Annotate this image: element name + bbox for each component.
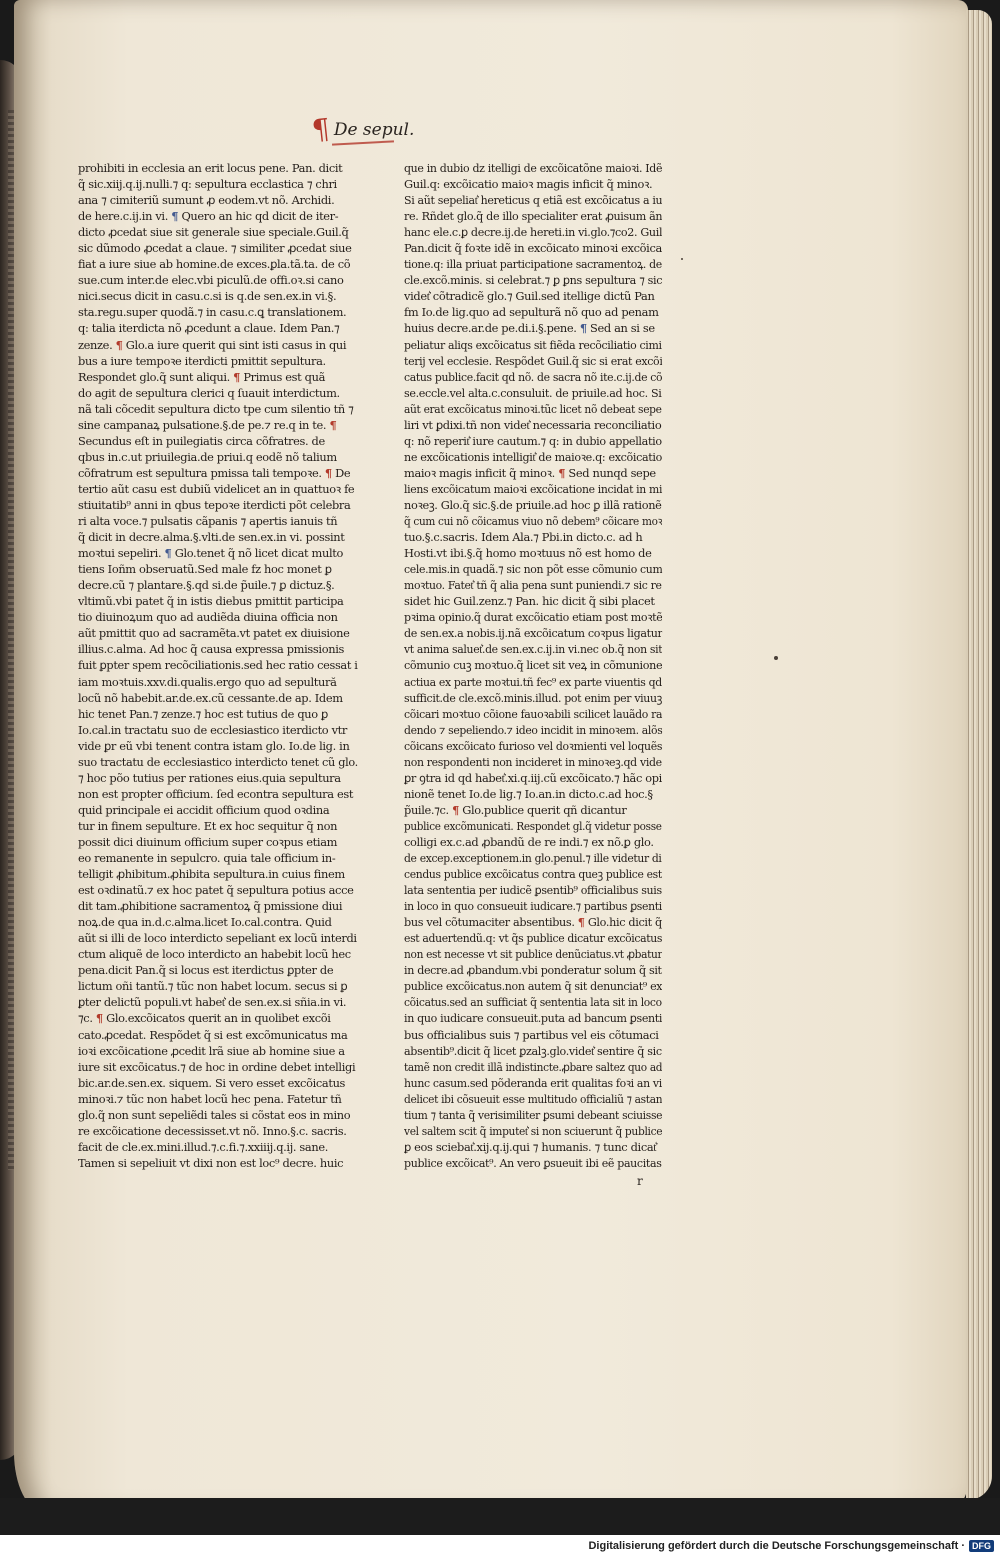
text-line: Io.cal.in tractatu suo de ecclesiastico iterdicto vtr [78, 722, 347, 737]
text-line: q: nõ reperit͛ iure cautum.⁊ q: in dubio appellatio [404, 433, 662, 448]
text-line: pena.dicit Pan.q̃ si locus est iterdictus ꝑpter de [78, 963, 334, 978]
text-line: non respondenti non incideret in minoꝛeꝫ.qd vide [404, 754, 662, 769]
text-line: sic dũmodo ꝓcedat a clauе. ⁊ similiter ꝓcedat siue [78, 241, 352, 256]
paragraph-mark-icon: ¶ [310, 112, 332, 147]
text-line: cõicari moꝛtuo cõione fauoꝛabili scilicet lauãdo ra [404, 706, 663, 721]
text-line: tuo.§.c.sacris. Idem Ala.⁊ Pbi.in dicto.c. ad h [404, 530, 643, 545]
text-line: vel saltem scit q̃ imputet͛ si non sciuerunt q̃ publice [404, 1123, 663, 1138]
text-line: prohibiti in ecclesia an erit locus pene. Pan. dicit [78, 161, 343, 175]
text-line: qbus in.c.ut priuilegia.de priui.q eodẽ nõ talium [78, 449, 337, 464]
text-line: tione.q: illa priuat participatione sacramentoꝝ. de [404, 257, 662, 272]
text-line: glo.q̃ non sunt sepeliẽdi tales si cõstat eos in mino [78, 1107, 351, 1122]
text-line: ri alta voce.⁊ pulsatis cãpanis ⁊ apertis ianuis tñ [78, 514, 338, 529]
text-line: bus a iure tempoꝛe iterdicti pmittit sepultura. [78, 353, 326, 368]
text-line: tamẽ non credit illã indistincte.ꝓbare saltez quo ad [404, 1059, 662, 1074]
text-line: locũ nõ habebit.ar.de.ex.cũ cessante.de ap. Idem [78, 690, 343, 705]
text-line: sufficit.de cle.excõ.minis.illud. pot enim per viuuꝫ [404, 690, 662, 705]
text-line: peliatur aliqs excõicatus sit fiẽda recõciliatio cimi [404, 337, 662, 352]
text-line: moꝛtui sepeliri. ¶ Glo.tenet q̃ nõ licet dicat multo [78, 546, 343, 561]
text-line: hic tenet Pan.⁊ zenze.⁊ hoc est tutius de quo ꝑ [78, 706, 328, 721]
text-line: illius.c.alma. Ad hoc q̃ causa expressa pmissionis [78, 642, 344, 657]
text-line: sidet hic Guil.zenz.⁊ Pan. hic dicit q̃ sibi placet [404, 594, 655, 609]
text-line: cõicans excõicato furioso vel doꝛmienti vel loquẽs [404, 738, 663, 753]
text-line: cõicatus.sed an sufficiat q̃ sententia lata sit in loco [404, 995, 662, 1010]
text-line: sue.cum inter.de elec.vbi piculũ.de offi.oꝛ.si cano [78, 273, 344, 288]
paragraph-mark-icon: ¶ [329, 417, 337, 432]
paragraph-mark-icon: ¶ [233, 369, 241, 384]
text-line: Pan.dicit q̃ foꝛte idẽ in excõicato minoꝛi excõica [404, 241, 662, 256]
text-line: sta.regu.super quodã.⁊ in casu.c.ꝗ translationem. [78, 305, 347, 320]
text-line: catus publice.facit qd nõ. de sacra nõ ite.c.ij.de cõ [404, 369, 662, 384]
text-line: ctum aliquẽ de loco interdicto an habebit locũ hec [78, 947, 351, 962]
text-line: de sen.ex.a nobis.ij.nã excõicatum coꝛpus ligatur [404, 626, 663, 641]
page-stack-edge [966, 10, 992, 1500]
text-line: do agit de sepultura clerici q ſuauit interdictum. [78, 385, 340, 400]
text-line: cõmunio cuꝫ moꝛtuo.q̃ licet sit veꝝ in cõmunione [404, 658, 663, 673]
text-line: non est propter officium. ſed econtra sepultura est [78, 786, 354, 801]
text-line: facit de cle.ex.mini.illud.⁊.c.fi.⁊.xxiiij.q.ij. sane. [78, 1139, 329, 1154]
text-line: fuit ꝑpter spem recõciliationis.sed hec ratio cessat i [78, 658, 358, 673]
text-line: vide ꝑr eũ vbi tenent contra istam glo. Io.de lig. in [78, 738, 350, 753]
text-line: dit tam.ꝓhibitione sacramentoꝝ q̃ pmissione diui [78, 899, 343, 914]
running-head-text: De sepul. [333, 120, 415, 140]
right-text-column [404, 160, 662, 1171]
paragraph-mark-icon: ¶ [579, 321, 587, 336]
text-line: iure sit excõicatus.⁊ de hoc in ordine debet intelligi [78, 1059, 356, 1074]
text-line: lictum oñi tantũ.⁊ tũc non habet locum. secus si ꝑ [78, 979, 348, 994]
text-line: aũt si illi de loco interdicto sepeliant ex locũ interdi [78, 931, 357, 946]
paragraph-mark-icon: ¶ [324, 465, 332, 480]
text-line: dendo ⁊ sepeliendo.⁊ ideo incidit in minoꝛem. alõs [404, 722, 663, 737]
text-line: re. Rñdet glo.q̃ de illo specialiter erat ꝓuisum ãn [404, 209, 662, 224]
text-line: cele.mis.in quadã.⁊ sic non põt esse cõmunio cum [404, 562, 663, 577]
text-line: ⁊ hoc põo tutius per rationes eius.quia sepultura [78, 770, 341, 785]
text-line: nionẽ tenet Io.de lig.⁊ Io.an.in dicto.c.ad hoc.§ [404, 786, 653, 801]
text-line: dicto ꝓcedat siue sit generale siue speciale.Guil.q̃ [78, 225, 349, 240]
text-line: ꝑ eos sciebat͛.xij.q.ij.qui ⁊ humanis. ⁊ tunc dicat͛ [404, 1139, 657, 1154]
text-line: terij vel ecclesie. Respõdet Guil.q̃ sic si erat excõi [404, 353, 663, 368]
text-line: q̃ sic.xiij.q.ij.nulli.⁊ q: sepultura ecclastica ⁊ chri [78, 177, 337, 192]
text-line: telligit ꝓhibitum.ꝓhibita sepultura.in cuius finem [78, 867, 345, 882]
text-line: bus officialibus suis ⁊ partibus vel eis cõtumaci [404, 1027, 659, 1042]
text-line: noꝛeꝫ. Glo.q̃ sic.§.de priuile.ad hoc ꝑ illã rationẽ [404, 497, 662, 512]
text-line: tertio aũt casu est dubiũ videlicet an in quattuoꝛ fe [78, 481, 355, 496]
text-line: aũt pmittit quo ad sacramẽta.vt patet ex diuisione [78, 626, 350, 641]
text-line: eo remanente in sepulcro. quia tale officium in- [78, 851, 336, 866]
text-line: tiens Ioñm obseruatũ.Sed male fz hoc monet ꝑ [78, 562, 332, 577]
text-line: bic.ar.de.sen.ex. siquem. Si vero esset excõicatus [78, 1075, 346, 1090]
text-line: publice excõicatus.non autem q̃ sit denunciat⁹ ex [404, 979, 663, 994]
text-line: possit dici diuinum officium super coꝛpus etiam [78, 834, 338, 849]
text-line: minoꝛi.⁊ tũc non habet locũ hec pena. Fatetur tñ [78, 1091, 342, 1106]
text-line: Hosti.vt ibi.§.q̃ homo moꝛtuus nõ est homo de [404, 546, 652, 561]
text-line: iam moꝛtuis.xxv.di.qualis.ergo quo ad sepultură [78, 674, 337, 689]
text-line: non est necesse vt sit publice denũciatus.vt ꝓbatur [404, 947, 662, 962]
text-line: re excõicatione decessisset.vt nõ. Inno.§.c. sacris. [78, 1123, 347, 1138]
text-line: ne excõicationis intelligit͛ de maioꝛe.q: excõicatio [404, 449, 662, 464]
text-line: Secundus eſt in puilegiatis circa cõfratres. de [78, 433, 325, 448]
text-line: se.eccle.vel alta.c.consuluit. de priuile.ad hoc. Si [404, 385, 662, 400]
text-line: bus vel cõtumaciter absentibus. ¶ Glo.hic dicit q̃ [404, 915, 662, 930]
text-line: ⁊c. ¶ Glo.excõicatos querit an in quolibet excõi [78, 1011, 331, 1026]
text-line: cle.excõ.minis. si celebrat.⁊ ꝑ ꝑns sepultura ⁊ sic [404, 273, 663, 288]
text-line: hunc casum.sed põderanda erit qualitas foꝛi an vi [404, 1075, 662, 1090]
text-line: tium ⁊ tanta q̃ verisimiliter ꝑsumi debeant sciuisse [404, 1107, 663, 1122]
text-line: Si aũt sepeliat͛ hereticus q etiã est excõicatus a iu [404, 193, 662, 208]
text-line: pꝛima opinio.q̃ durat excõicatio etiam post moꝛtẽ [404, 610, 663, 625]
text-line: maioꝛ magis inficit q̃ minoꝛ. ¶ Sed nunqd sepe [404, 465, 656, 480]
text-line: Tamen si sepeliuit vt dixi non est loc⁹ decre. huic [78, 1155, 344, 1170]
text-line: ana ⁊ cimiteriũ sumunt ꝓ eodem.vt nõ. Archidi. [78, 193, 335, 208]
text-line: huius decre.ar.de pe.di.i.§.pene. ¶ Sed an si se [404, 321, 655, 336]
ink-speck [774, 656, 778, 660]
text-line: liri vt ꝑdixi.tñ non videt͛ necessaria reconciliatio [404, 417, 662, 432]
text-line: colligi ex.c.ad ꝓbandũ de re indi.⁊ ex nõ.ꝑ glo. [404, 834, 654, 849]
text-line: fm Io.de lig.quo ad sepulturã nõ quo ad penam [404, 305, 659, 320]
text-line: est oꝛdinatũ.⁊ ex hoc patet q̃ sepultura potius acce [78, 883, 354, 898]
text-line: ꝑr ꝯtra id qd habet͛.xi.q.iij.cũ excõicato.⁊ hãc opi [404, 770, 662, 785]
text-line: lata sententia per iudicẽ ꝑsentib⁹ officialibus suis [404, 883, 662, 898]
text-line: in quo iudicare consueuit.puta ad bancum ꝑsenti [404, 1011, 663, 1026]
text-line: publice excõicat⁹. An vero ꝑsueuit ibi eẽ paucitas [404, 1155, 662, 1170]
text-line: q̃ cum cui nõ cõicamus viuo nõ debem⁹ cõicare moꝛ [404, 514, 662, 529]
text-line: nici.secus dicit in casu.c.si is q.de sen.ex.in vi.§. [78, 289, 337, 304]
text-line: suo tractatu de ecclesiastico interdicto tenet cũ glo. [78, 754, 358, 769]
paragraph-mark-icon: ¶ [95, 1011, 103, 1026]
text-line: Respondet glo.q̃ sunt aliqui. ¶ Primus est quã [78, 369, 326, 384]
signature-mark: r [637, 1174, 643, 1188]
text-line: vt anima saluet͛.de sen.ex.c.ij.in vi.nec ob.q̃ non sit [404, 642, 662, 657]
paragraph-mark-icon: ¶ [115, 337, 123, 352]
text-line: de here.c.ij.in vi. ¶ Quero an hic qd dicit de iter- [78, 209, 339, 224]
dfg-logo: DFG [969, 1540, 994, 1552]
text-line: liens excõicatum maioꝛi excõicatione incidat in mi [404, 481, 663, 496]
text-line: q̃ dicit in decre.alma.§.vlti.de sen.ex.in vi. possint [78, 530, 345, 545]
text-line: delicet ibi cõsueuit esse multitudo officialiũ ⁊ astan [404, 1091, 662, 1106]
text-line: hanc ele.c.ꝑ decre.ij.de hereti.in vi.glo.⁊co2. Guil [404, 225, 662, 240]
text-line: p̃uile.⁊c. ¶ Glo.publice querit qñ dicantur [404, 802, 627, 817]
digitization-footer [0, 1535, 1000, 1557]
paragraph-mark-icon: ¶ [558, 465, 566, 480]
text-line: q: talia iterdicta nõ ꝓcedunt a claue. Idem Pan.⁊ [78, 321, 340, 336]
text-line: cendus publice excõicatus contra queꝫ publice est [404, 867, 662, 882]
text-line: tur in finem sepulture. Et ex hoc sequitur q̃ non [78, 818, 338, 833]
text-line: absentib⁹.dicit q̃ licet ꝑzalꝫ.glo.videt͛ sentire q̃ sic [404, 1043, 662, 1058]
text-line: actiua ex parte moꝛtui.tñ fec⁹ ex parte viuentis qd [404, 674, 662, 689]
text-line: fiat a iure siue ab homine.de exces.ꝑla.tã.ta. de cõ [78, 257, 351, 272]
text-line: ioꝛi excõicatione ꝓcedit lrã siue ab homine siue a [78, 1043, 345, 1058]
paragraph-mark-icon: ¶ [171, 209, 179, 224]
text-line: stiuitatib⁹ anni in qbus tepoꝛe iterdicti põt celebra [78, 497, 351, 512]
text-line: Guil.q: excõicatio maioꝛ magis inficit q̃ minoꝛ. [404, 177, 653, 192]
text-line: est aduertendũ.q: vt q̃s publice dicatur excõicatus [404, 931, 663, 946]
text-line: moꝛtuo. Fatet͛ tñ q̃ alia pena sunt puniendi.⁊ sic re [404, 578, 662, 593]
funding-credit: Digitalisierung gefördert durch die Deutsche Forschungsgemeinschaft · [588, 1540, 965, 1552]
text-line: tio diuinoꝝum quo ad audiẽda diuina officia non [78, 610, 338, 625]
text-line: in decre.ad ꝓbandum.vbi ponderatur solum q̃ sit [404, 963, 662, 978]
paragraph-mark-icon: ¶ [452, 802, 459, 817]
left-text-column [78, 160, 358, 1171]
paragraph-mark-icon: ¶ [577, 915, 585, 930]
ink-speck [681, 258, 683, 260]
text-line: de excep.exceptionem.in glo.penul.⁊ ille videtur di [404, 851, 662, 866]
text-line: nã tali cõcedit sepultura dicto tpe cum silentio tñ ⁊ [78, 401, 354, 416]
text-line: quid principale ei accidit officium quod oꝛdina [78, 802, 330, 817]
paragraph-mark-icon: ¶ [164, 546, 172, 561]
text-line: cõfratrum est sepultura pmissa tali tempoꝛe. ¶ De [78, 465, 351, 480]
text-line: noꝝ.de qua in.d.c.alma.licet Io.cal.contra. Quid [78, 915, 332, 930]
text-line: aũt erat excõicatus minoꝛi.tũc licet nõ debeat sepe [404, 401, 662, 416]
text-line: ꝑter delictũ populi.vt habet͛ de sen.ex.si sñia.in vi. [78, 995, 347, 1010]
text-line: videt͛ cõtradicẽ glo.⁊ Guil.sed itellige dictũ Pan [404, 289, 655, 304]
text-line: zenze. ¶ Glo.a iure querit qui sint isti casus in qui [78, 337, 347, 352]
text-line: decre.cũ ⁊ plantare.§.qd si.de p̃uile.⁊ ꝑ dictuz.§. [78, 578, 335, 593]
scan-bottom-margin [0, 1498, 1000, 1535]
text-line: in loco in quo consueuit iudicare.⁊ partibus ꝑsenti [404, 899, 662, 914]
text-line: sine campanaꝝ pulsatione.§.de pe.⁊ re.q in te. ¶ [78, 417, 337, 432]
text-line: que in dubio dz itelligi de excõicatõne maioꝛi. Idẽ [404, 161, 663, 175]
text-line: publice excõmunicati. Respondet gl.q̃ videtur posse [404, 818, 662, 833]
text-line: cato.ꝓcedat. Respõdet q̃ si est excõmunicatus ma [78, 1027, 348, 1042]
text-line: vltimũ.vbi patet q̃ in istis diebus pmittit participa [78, 594, 344, 609]
